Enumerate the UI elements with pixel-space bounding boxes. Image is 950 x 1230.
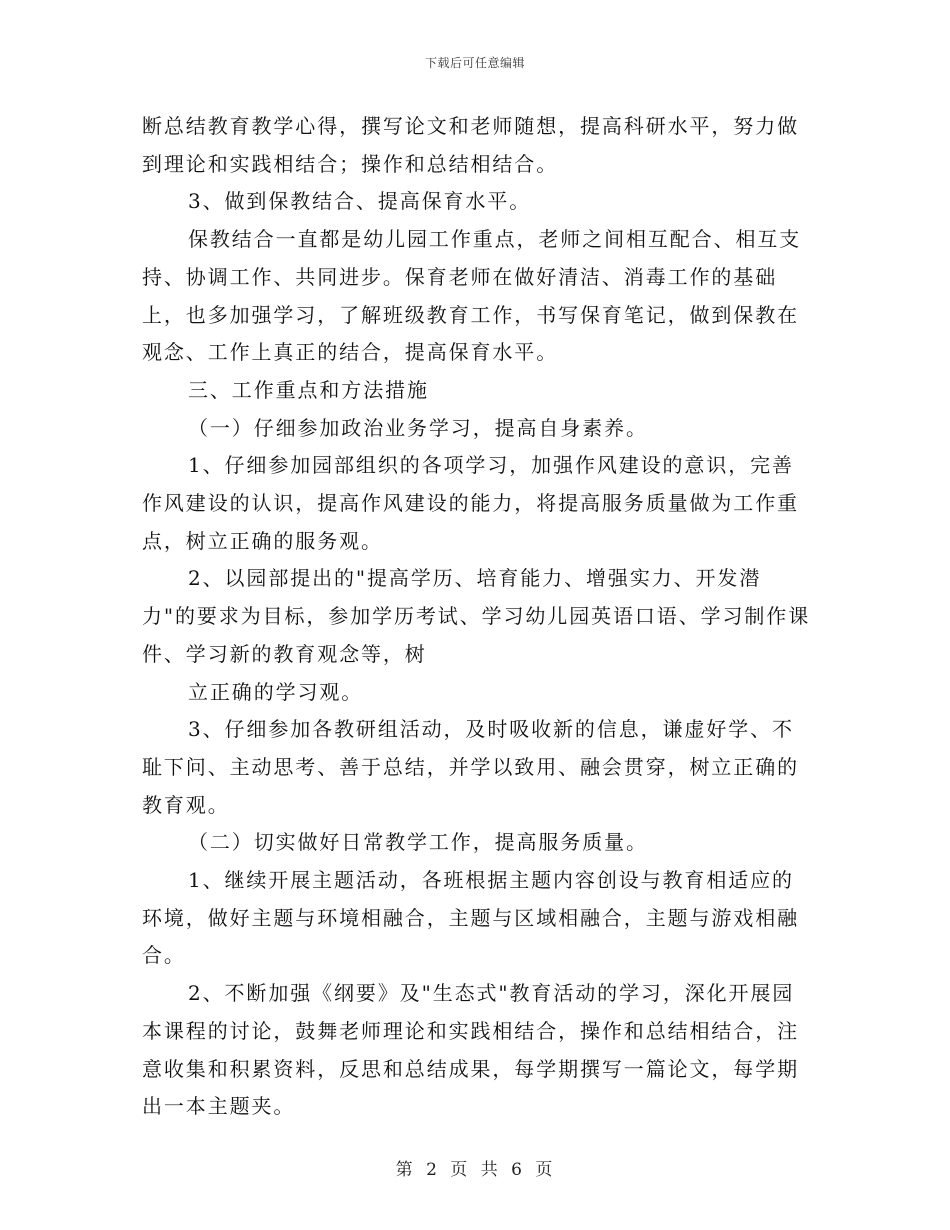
subsection-heading: （二）切实做好日常教学工作，提高服务质量。 xyxy=(188,830,648,855)
page-header: 下载后可任意编辑 xyxy=(424,56,525,70)
paragraph: 2、以园部提出的"提高学历、培育能力、增强实力、开发潜力"的要求为目标，参加学历考试、学习幼儿园英语口语、学习制作课件、学习新的教育观念等，树 xyxy=(142,566,811,666)
paragraph: 断总结教育教学心得，撰写论文和老师随想，提高科研水平，努力做到理论和实践相结合；操作和总结相结合。 xyxy=(142,114,799,176)
paragraph: 3、仔细参加各教研组活动，及时吸收新的信息，谦虚好学、不耻下问、主动思考、善于总结，并学以致用、融会贯穿，树立正确的教育观。 xyxy=(142,717,799,817)
paragraph: 1、继续开展主题活动，各班根据主题内容创设与教育相适应的环境，做好主题与环境相融合，主题与区域相融合，主题与游戏相融合。 xyxy=(142,868,799,968)
subsection-heading: （一）仔细参加政治业务学习，提高自身素养。 xyxy=(188,415,648,440)
paragraph: 立正确的学习观。 xyxy=(188,679,364,704)
paragraph: 3、做到保教结合、提高保育水平。 xyxy=(188,189,532,214)
paragraph: 1、仔细参加园部组织的各项学习，加强作风建设的意识，完善作风建设的认识，提高作风建设的能力，将提高服务质量做为工作重点，树立正确的服务观。 xyxy=(142,453,799,553)
section-heading: 三、工作重点和方法措施 xyxy=(188,377,429,402)
paragraph: 2、不断加强《纲要》及"生态式"教育活动的学习，深化开展园本课程的讨论，鼓舞老师理论和实践相结合，操作和总结相结合，注意收集和积累资料，反思和总结成果，每学期撰写一篇论文，每学期出一本主题夹。 xyxy=(142,981,799,1119)
page-footer: 第 2 页 共 6 页 xyxy=(395,1160,555,1180)
document-body xyxy=(142,108,814,1126)
paragraph: 保教结合一直都是幼儿园工作重点，老师之间相互配合、相互支持、协调工作、共同进步。保育老师在做好清洁、消毒工作的基础上，也多加强学习，了解班级教育工作，书写保育笔记，做到保教在观念、工作上真正的结合，提高保育水平。 xyxy=(142,227,802,365)
